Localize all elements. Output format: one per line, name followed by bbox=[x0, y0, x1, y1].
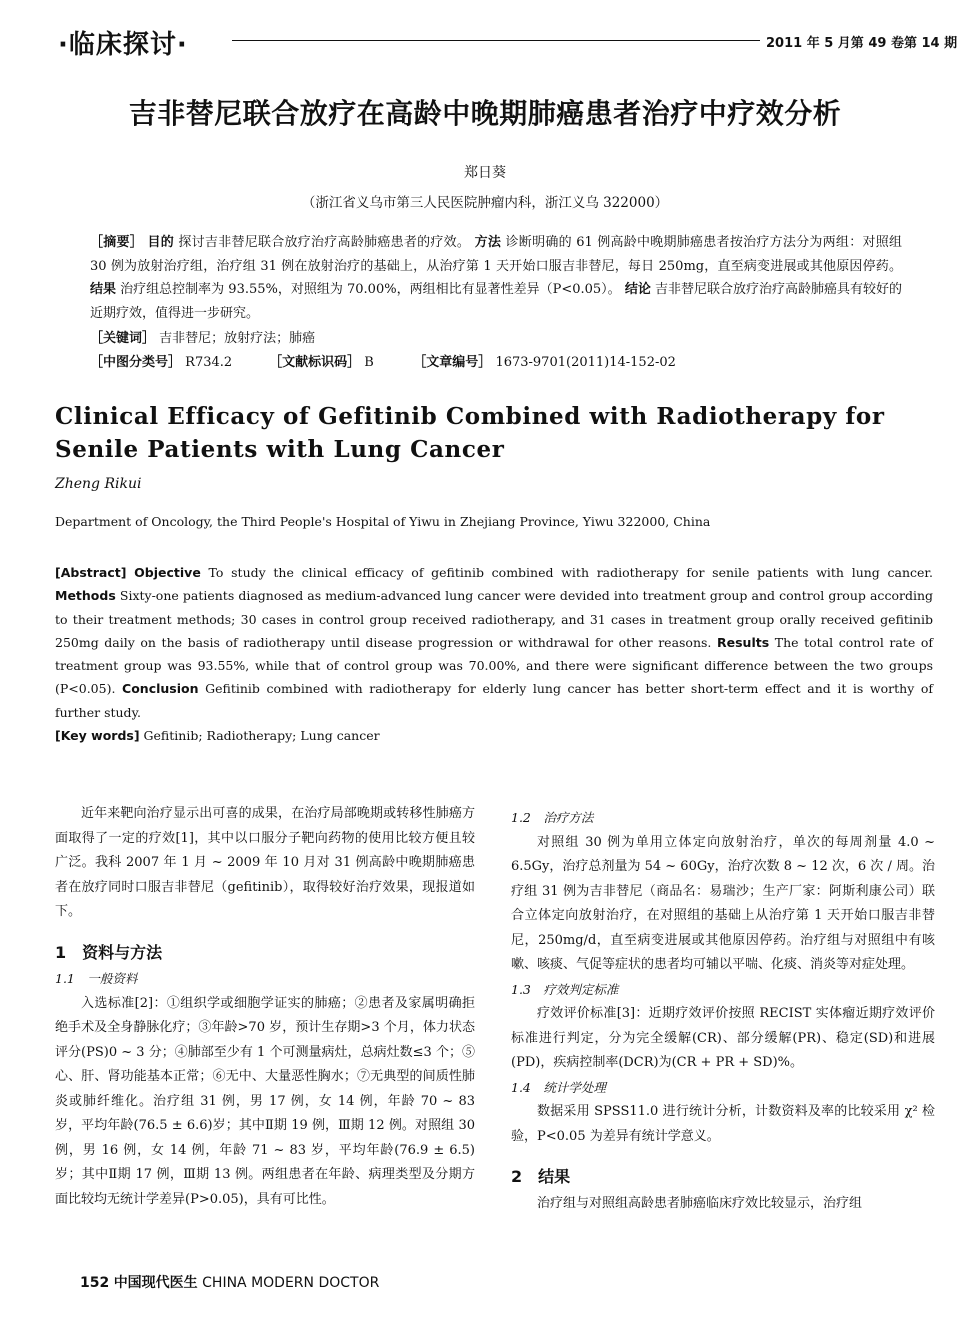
objective-cn: 探讨吉非替尼联合放疗治疗高龄肺癌患者的疗效。 bbox=[178, 235, 471, 250]
conclusion-cn: 吉非替尼联合放疗治疗高龄肺癌具有较好的近期疗效，值得进一步研究。 bbox=[90, 282, 902, 321]
subsection-heading-1-4: 1.4 统计学处理 bbox=[511, 1079, 606, 1095]
page-footer bbox=[80, 1272, 379, 1292]
journal-name-cn: 中国现代医生 bbox=[113, 1275, 198, 1291]
conclusion-label-en: Conclusion bbox=[122, 681, 199, 697]
methods-cn: 诊断明确的 61 例高龄中晚期肺癌患者按治疗方法分为两组：对照组 30 例为放射治疗组，治疗组 31 例在放射治疗的基础上，从治疗第 1 天开始口服吉非替尼，每日 250mg，直至病变进展或其他原因停药。 bbox=[90, 235, 902, 274]
objective-label-en: Objective bbox=[134, 565, 201, 580]
methods-label-cn: 方法 bbox=[474, 235, 502, 250]
keywords-label-cn: ［关键词］ bbox=[90, 331, 156, 346]
author-en: Zheng Rikui bbox=[55, 476, 142, 492]
author-cn: 郑日葵 bbox=[464, 165, 506, 181]
objective-label-cn: 目的 bbox=[147, 235, 174, 250]
abstract-label-en: [Abstract] bbox=[55, 565, 127, 580]
paragraph-1-4: 数据采用 SPSS11.0 进行统计分析，计数资料及率的比较采用 χ² 检验，P<0.05 为差异有统计学意义。 bbox=[511, 1104, 935, 1144]
methods-label-en: Methods bbox=[55, 588, 116, 604]
header-rule bbox=[232, 40, 760, 41]
page-number: 152 bbox=[80, 1275, 110, 1291]
subsection-heading-1-1: 1.1 一般资料 bbox=[55, 971, 138, 986]
classification-line bbox=[90, 352, 910, 374]
results-en: The total control rate of treatment group was 93.55%, while that of control group was 70.00%, and there were significant difference between the two groups (P<0.05). bbox=[55, 634, 933, 697]
keywords-cn bbox=[90, 328, 315, 350]
conclusion-en: Gefitinib combined with radiotherapy for elderly lung cancer has better short-term effect and it is worthy of further study. bbox=[55, 681, 933, 720]
paragraph-1-2: 对照组 30 例为单用立体定向放射治疗，单次的每周剂量 4.0 ~ 6.5Gy，治疗总剂量为 54 ~ 60Gy，治疗次数 8 ~ 12 次，6 次 / 周。治疗组 31 例为吉非替尼（商品名：易瑞沙；生产厂家：阿斯利康公司）联合立体定向放射治疗，在对照组的基础上从治疗第 1 天开始口服吉非替尼，250mg/d，直至病变进展或其他原因停药。治疗组与对照组中有咳嗽、咳痰、气促等症状的患者均可辅以平喘、化痰、消炎等对症处理。 bbox=[511, 834, 935, 972]
section-heading-2: 2 结果 bbox=[511, 1167, 571, 1186]
affiliation-en: Department of Oncology, the Third People's Hospital of Yiwu in Zhejiang Province, Yiwu 322000, China bbox=[55, 514, 711, 529]
paragraph-1-3: 疗效评价标准[3]：近期疗效评价按照 RECIST 实体瘤近期疗效评价标准进行判定，分为完全缓解(CR)、部分缓解(PR)、稳定(SD)和进展(PD)，疾病控制率(DCR)为(CR + PR + SD)%。 bbox=[511, 1006, 935, 1070]
journal-name-en: CHINA MODERN DOCTOR bbox=[202, 1275, 380, 1291]
methods-en: Sixty-one patients diagnosed as medium-advanced lung cancer were devided into treatment group and control group according to their treatment methods; 30 cases in control group received radiotherapy, and 31 cases in treatment group orally received gefitinib 250mg daily on the basis of radiotherapy until disease progression or withdrawal for other reasons. bbox=[55, 588, 933, 650]
article-label: ［文章编号］ bbox=[413, 355, 492, 370]
subsection-heading-1-3: 1.3 疗效判定标准 bbox=[511, 981, 619, 997]
clc-value: R734.2 bbox=[185, 355, 233, 370]
article-value: 1673-9701(2011)14-152-02 bbox=[495, 355, 676, 370]
keywords-text-en: Gefitinib; Radiotherapy; Lung cancer bbox=[143, 728, 380, 744]
section-label: ·临床探讨· bbox=[58, 30, 188, 60]
title-en: Clinical Efficacy of Gefitinib Combined with Radiotherapy for Senile Patients with Lung Cancer bbox=[55, 403, 885, 463]
abstract-en bbox=[55, 561, 933, 747]
conclusion-label-cn: 结论 bbox=[624, 282, 651, 297]
section-heading-1: 1 资料与方法 bbox=[55, 942, 163, 962]
keywords-text-cn: 吉非替尼；放射疗法；肺癌 bbox=[159, 331, 316, 346]
objective-en: To study the clinical efficacy of gefitinib combined with radiotherapy for senile patients with lung cancer. bbox=[208, 565, 933, 580]
issue-info: 2011 年 5 月第 49 卷第 14 期 bbox=[766, 36, 958, 51]
affiliation-cn: （浙江省义乌市第三人民医院肿瘤内科，浙江义乌 322000） bbox=[301, 195, 669, 211]
results-label-en: Results bbox=[717, 634, 770, 650]
results-cn: 治疗组总控制率为 93.55%，对照组为 70.00%，两组相比有显著性差异（P<0.05）。 bbox=[120, 282, 621, 297]
body-column-left bbox=[55, 802, 475, 1212]
abstract-cn bbox=[90, 231, 902, 325]
keywords-label-en: [Key words] bbox=[55, 728, 140, 744]
clc-label: ［中图分类号］ bbox=[90, 355, 182, 370]
subsection-heading-1-2: 1.2 治疗方法 bbox=[511, 810, 594, 825]
results-label-cn: 结果 bbox=[90, 282, 117, 297]
paragraph-2: 治疗组与对照组高龄患者肺癌临床疗效比较显示，治疗组 bbox=[537, 1195, 863, 1211]
abstract-label-cn: ［摘要］ bbox=[90, 235, 144, 250]
title-cn: 吉非替尼联合放疗在高龄中晚期肺癌患者治疗中疗效分析 bbox=[128, 97, 842, 130]
paragraph-1-1: 入选标准[2]：①组织学或细胞学证实的肺癌；②患者及家属明确拒绝手术及全身静脉化疗；③年龄>70 岁，预计生存期>3 个月，体力状态评分(PS)0 ~ 3 分；④肺部至少有 1 个可测量病灶，总病灶数≤3 个；⑤心、肝、肾功能基本正常；⑥无中、大量恶性胸水；⑦无典型的间质性肺炎或肺纤维化。治疗组 31 例，男 17 例，女 14 例，年龄 70 ~ 83 岁，平均年龄(76.5 ± 6.6)岁；其中Ⅱ期 19 例，Ⅲ期 12 例。对照组 30 例，男 16 例，女 14 例，年龄 71 ~ 83 岁，平均年龄(76.9 ± 6.5)岁；其中Ⅱ期 17 例，Ⅲ期 13 例。两组患者在年龄、病理类型及分期方面比较均无统计学差异(P>0.05)，具有可比性。 bbox=[55, 995, 475, 1207]
intro-paragraph: 近年来靶向治疗显示出可喜的成果，在治疗局部晚期或转移性肺癌方面取得了一定的疗效[1]，其中以口服分子靶向药物的使用比较方便且较广泛。我科 2007 年 1 月 ~ 2009 年 10 月对 31 例高龄中晚期肺癌患者在放疗同时口服吉非替尼（gefitinib），取得较好治疗效果，现报道如下。 bbox=[55, 806, 475, 919]
body-column-right bbox=[511, 806, 935, 1216]
doc-value: B bbox=[364, 355, 374, 370]
doc-label: ［文献标识码］ bbox=[269, 355, 361, 370]
